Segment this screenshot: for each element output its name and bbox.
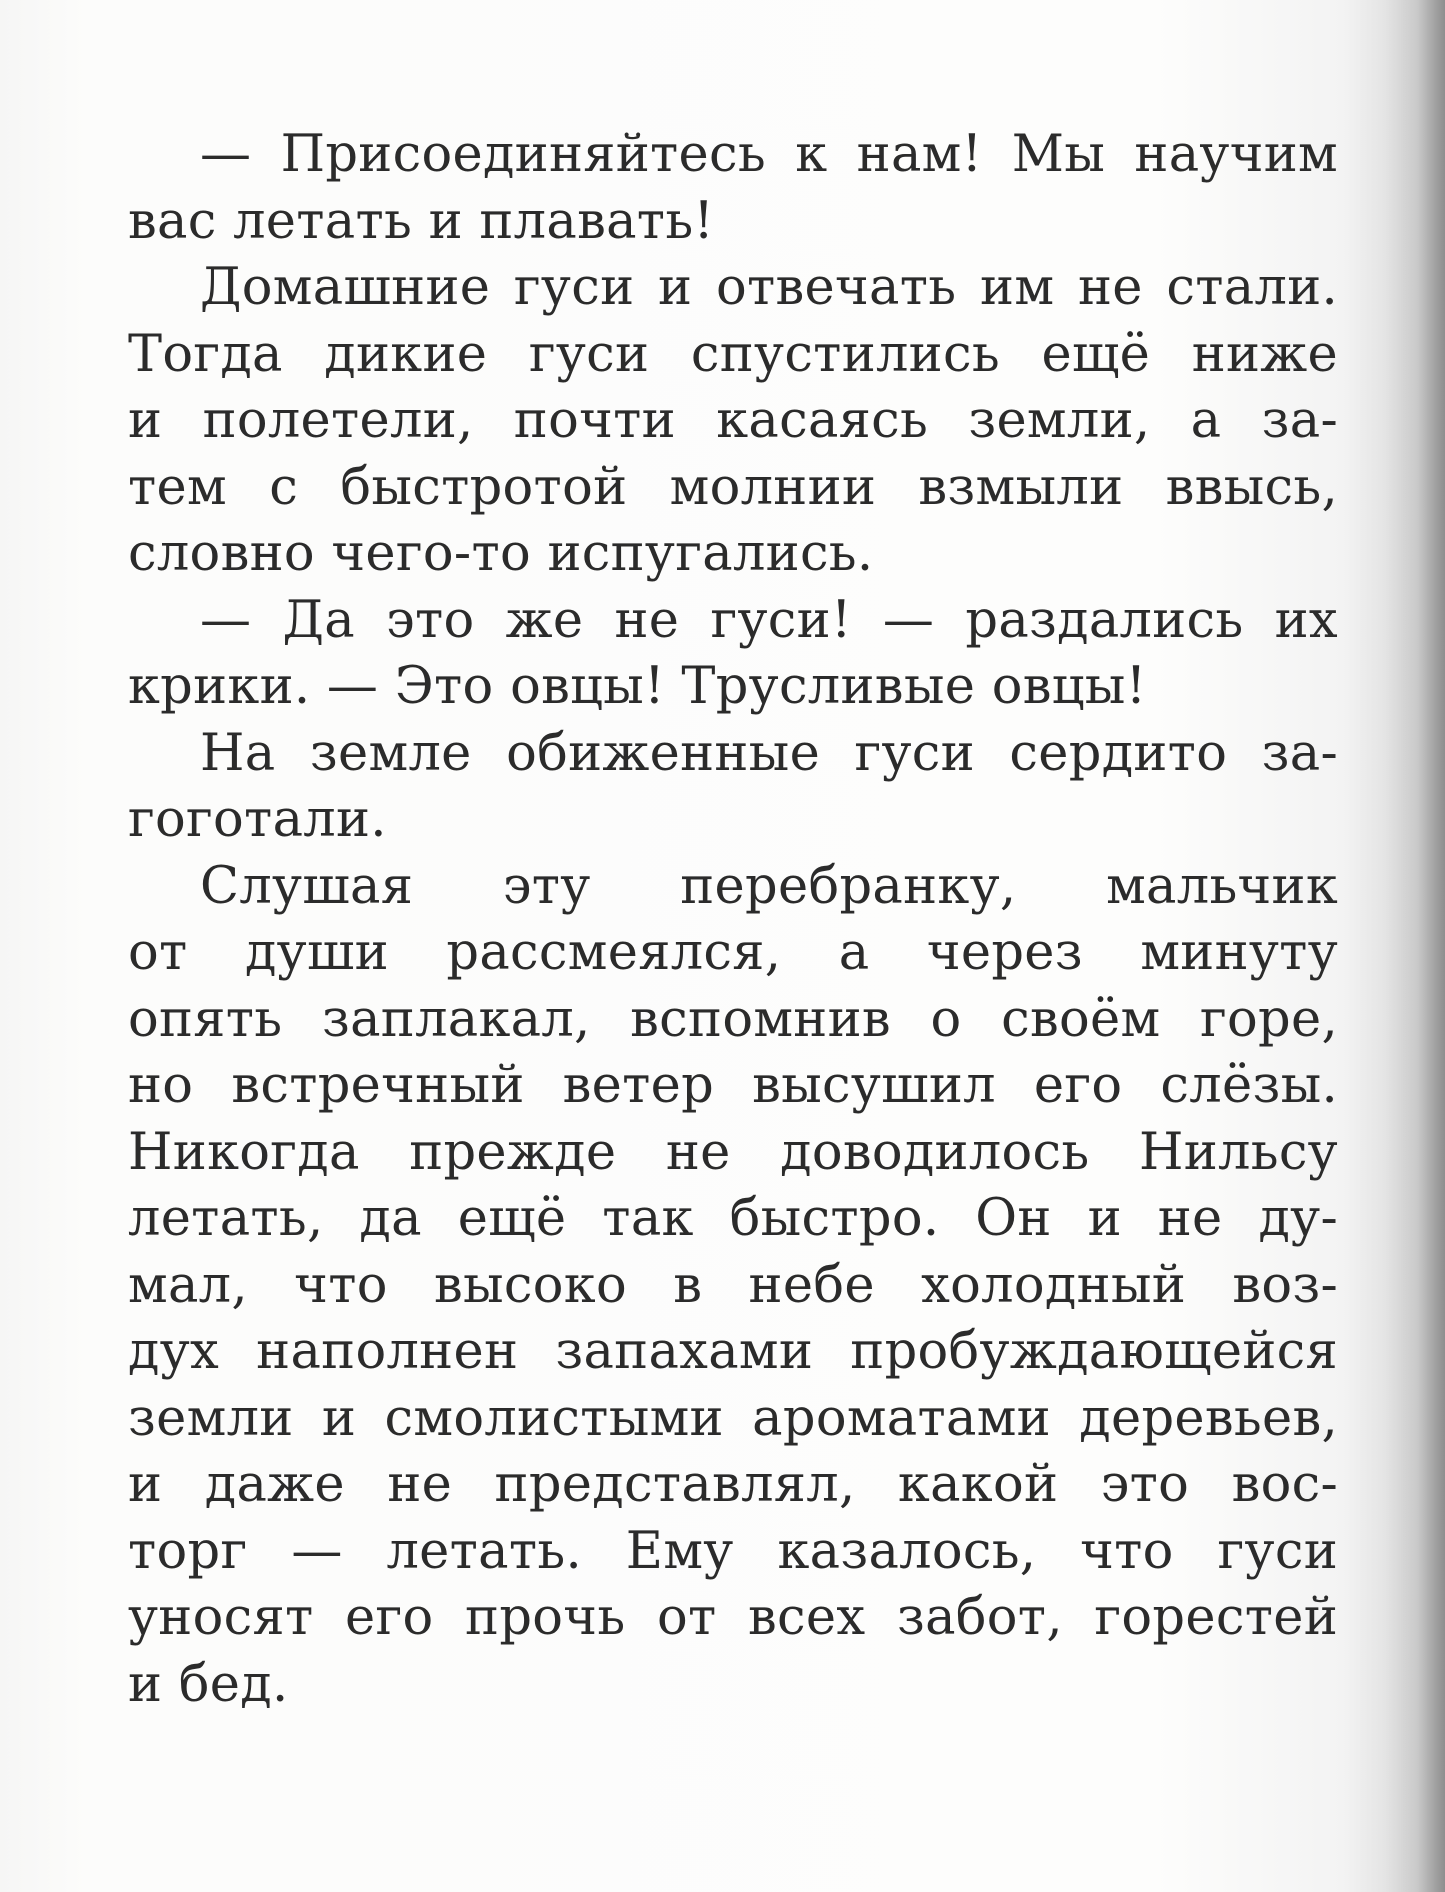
text-line: и полетели, почти касаясь земли, а за-	[128, 391, 1338, 450]
page-text	[128, 122, 1338, 1718]
text-line: словно чего-то испугались.	[128, 524, 874, 583]
text-line: Тогда дикие гуси спустились ещё ниже	[128, 324, 1338, 384]
text-line: — Да это же не гуси! — раздались их	[200, 590, 1338, 650]
text-line: летать, да ещё так быстро. Он и не ду-	[128, 1189, 1338, 1248]
text-line: дух наполнен запахами пробуждающейся	[128, 1322, 1338, 1381]
text-line: земли и смолистыми ароматами деревьев,	[128, 1388, 1338, 1448]
text-line: крики. — Это овцы! Трусливые овцы!	[128, 657, 1147, 716]
text-line: мал, что высоко в небе холодный воз-	[128, 1255, 1338, 1315]
text-line: — Присоединяйтесь к нам! Мы научим	[200, 125, 1338, 184]
text-line: гоготали.	[128, 790, 387, 849]
spine-shadow	[1385, 0, 1445, 1892]
text-line: но встречный ветер высушил его слёзы.	[128, 1056, 1338, 1115]
text-line: уносят его прочь от всех забот, горестей	[128, 1588, 1338, 1647]
text-line: Слушая эту перебранку, мальчик	[200, 856, 1338, 916]
text-line: торг — летать. Ему казалось, что гуси	[128, 1521, 1338, 1581]
text-line: тем с быстротой молнии взмыли ввысь,	[128, 457, 1338, 517]
text-line: и даже не представлял, какой это вос-	[128, 1455, 1338, 1514]
text-line: Домашние гуси и отвечать им не стали.	[200, 258, 1338, 317]
text-line: опять заплакал, вспомнив о своём горе,	[128, 989, 1338, 1049]
text-line: вас летать и плавать!	[128, 191, 715, 251]
text-line: Никогда прежде не доводилось Нильсу	[128, 1122, 1338, 1182]
text-line: и бед.	[128, 1654, 289, 1714]
text-line: от души рассмеялся, а через минуту	[128, 923, 1338, 982]
text-line: На земле обиженные гуси сердито за-	[200, 723, 1338, 783]
